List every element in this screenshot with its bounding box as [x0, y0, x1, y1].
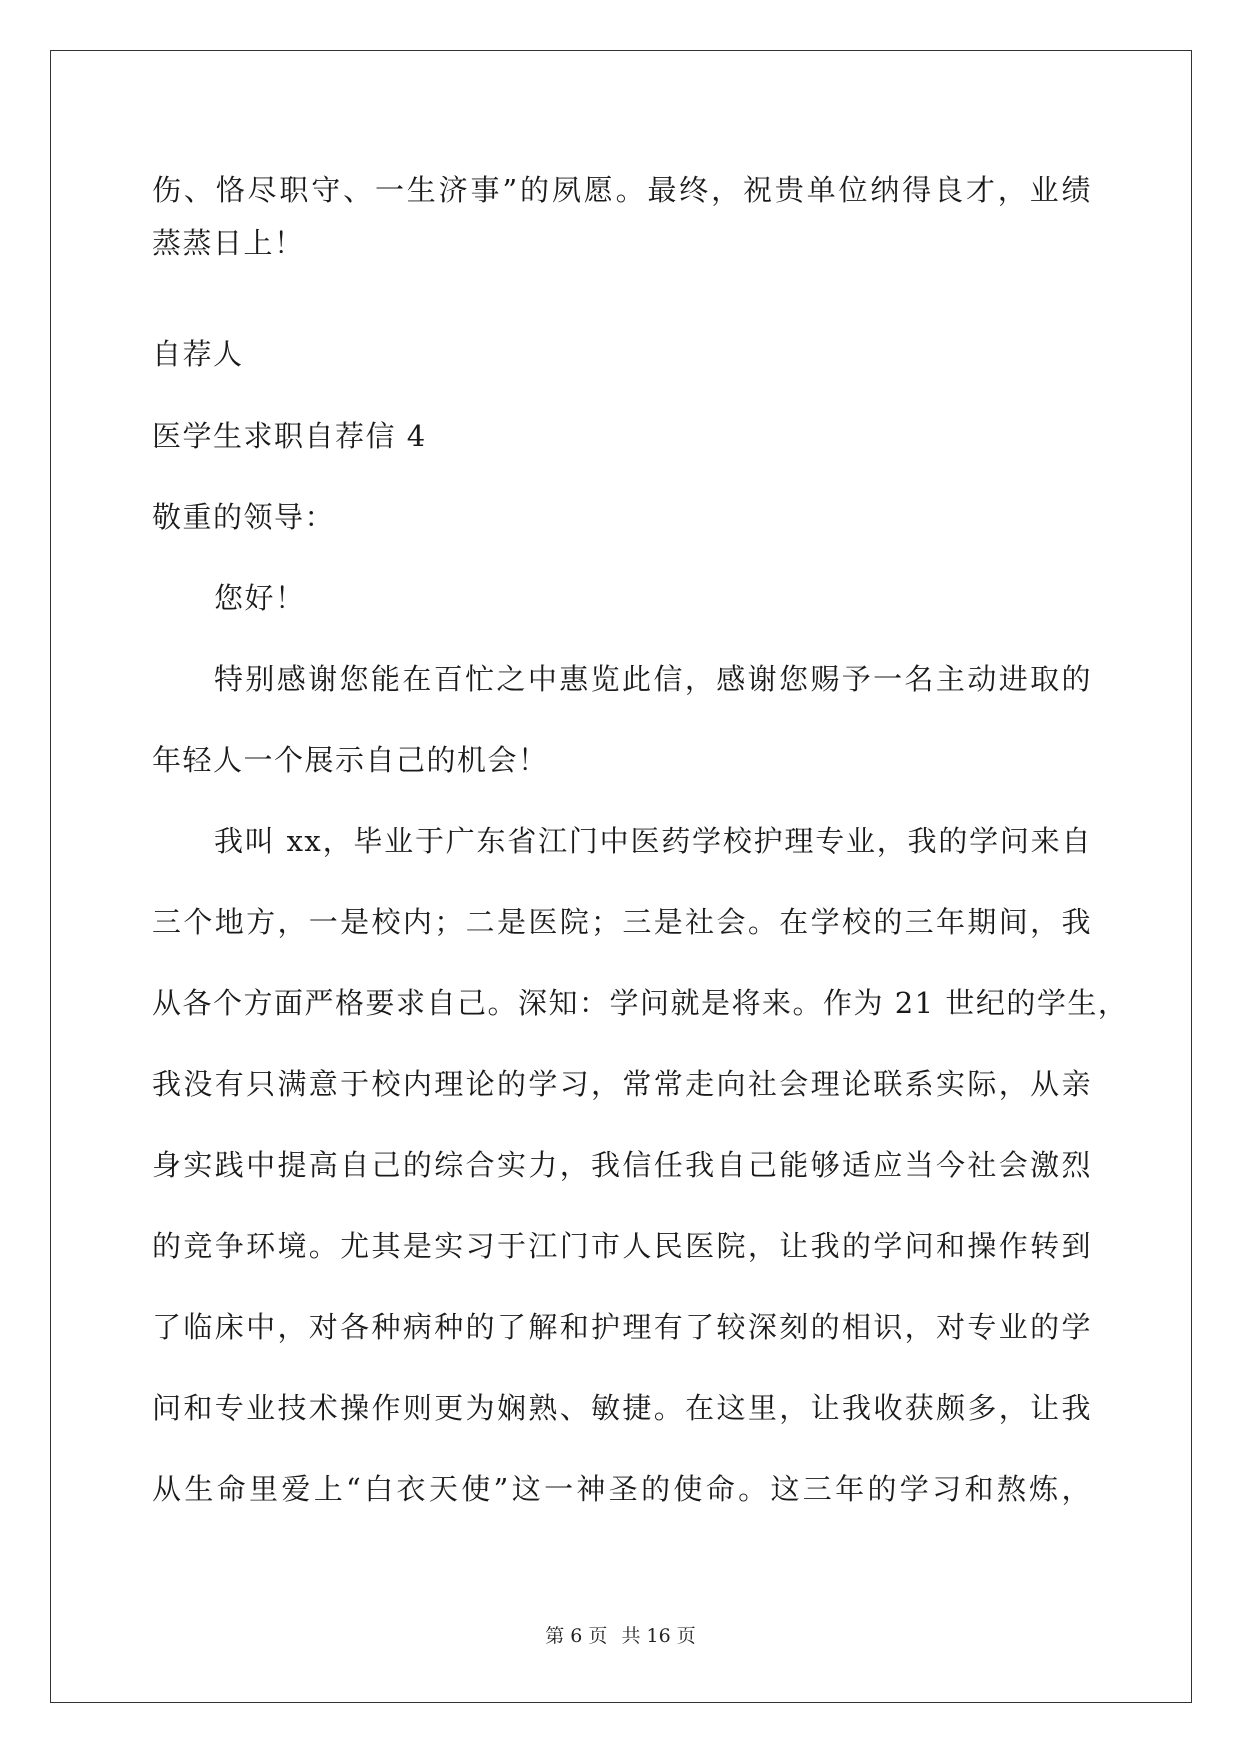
page-border — [50, 50, 1192, 1703]
text-line: 三个地方，一是校内；二是医院；三是社会。在学校的三年期间，我 — [152, 905, 1092, 939]
greeting: 您好！ — [214, 581, 306, 615]
text-line: 年轻人一个展示自己的机会！ — [152, 743, 549, 777]
signature-label: 自荐人 — [152, 337, 244, 371]
text-line: 问和专业技术操作则更为娴熟、敏捷。在这里，让我收获颇多，让我 — [152, 1391, 1092, 1425]
text-line: 我叫 xx，毕业于广东省江门中医药学校护理专业，我的学问来自 — [214, 824, 1092, 858]
text-line: 身实践中提高自己的综合实力，我信任我自己能够适应当今社会激烈 — [152, 1148, 1092, 1182]
page-number: 第 6 页 — [545, 1625, 608, 1647]
page-total: 共 16 页 — [621, 1625, 696, 1647]
text-line: 从生命里爱上“白衣天使”这一神圣的使命。这三年的学习和熬炼， — [152, 1472, 1092, 1506]
text-line: 的竞争环境。尤其是实习于江门市人民医院，让我的学问和操作转到 — [152, 1229, 1092, 1263]
text-line: 伤、恪尽职守、一生济事”的夙愿。最终，祝贵单位纳得良才，业绩 — [152, 173, 1092, 207]
text-line: 了临床中，对各种病种的了解和护理有了较深刻的相识，对专业的学 — [152, 1310, 1092, 1344]
section-title: 医学生求职自荐信 4 — [152, 419, 427, 453]
text-line: 蒸蒸日上！ — [152, 226, 305, 260]
salutation: 敬重的领导： — [152, 500, 336, 534]
text-line: 特别感谢您能在百忙之中惠览此信，感谢您赐予一名主动进取的 — [214, 662, 1092, 696]
page-footer — [0, 1624, 1241, 1648]
text-line: 从各个方面严格要求自己。深知：学问就是将来。作为 21 世纪的学生， — [152, 986, 1129, 1020]
text-line: 我没有只满意于校内理论的学习，常常走向社会理论联系实际，从亲 — [152, 1067, 1092, 1101]
